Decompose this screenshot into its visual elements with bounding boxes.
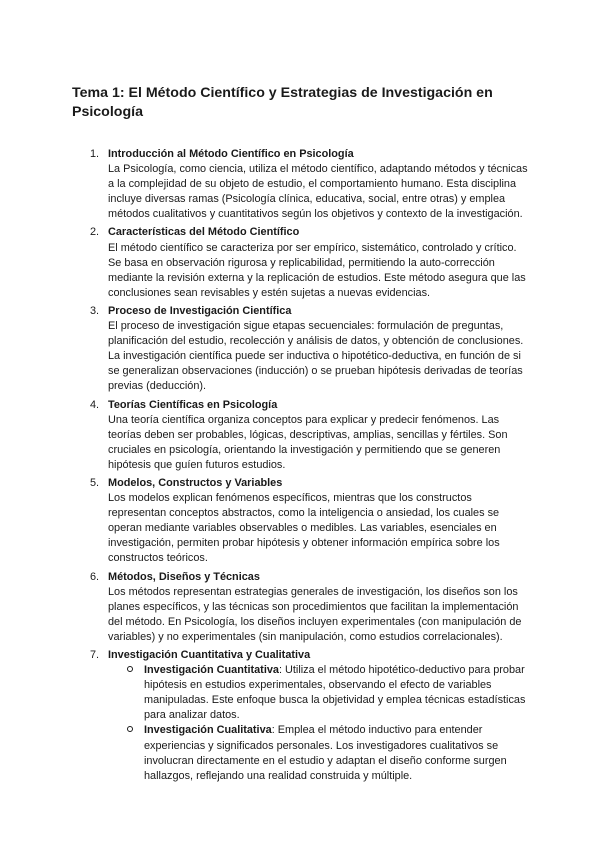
- section-body: Los métodos representan estrategias generales de investigación, los diseños son los planes específicos, y las técnicas son procedimientos que facilitan la implementación del método. En Psicología, los diseños incluyen experimentales (con manipulación de variables) y no experimentales (sin manipulación, como estudios correlacionales).: [108, 585, 522, 643]
- section-4: [72, 398, 528, 473]
- document-title: Tema 1: El Método Científico y Estrategias de Investigación en Psicología: [72, 85, 493, 120]
- subitem-quantitative: [108, 663, 528, 723]
- section-body: Una teoría científica organiza conceptos para explicar y predecir fenómenos. Las teorías deben ser probables, lógicas, descriptivas, amplias, sencillas y fértiles. Son cruciales en psicología, orientando la investigación y permitiendo que se generen hipótesis que guíen futuros estudios.: [108, 413, 508, 471]
- subitem-qualitative: [108, 723, 528, 783]
- section-title: Modelos, Constructos y Variables: [108, 476, 283, 489]
- section-title: Teorías Científicas en Psicología: [108, 398, 278, 411]
- section-title: Proceso de Investigación Científica: [108, 304, 292, 317]
- section-number: 1.: [90, 148, 100, 160]
- subitem-text: : Emplea el método inductivo para entender experiencias y significados personales. Los investigadores cualitativos se involucran directamente en el estudio y adaptan el diseño conforme surgen hallazgos, reflejando una realidad construida y múltiple.: [144, 724, 507, 782]
- section-number: 3.: [90, 304, 100, 317]
- hollow-bullet-icon: [127, 666, 133, 672]
- section-5: [72, 476, 528, 567]
- subitem-title: Investigación Cualitativa: [144, 724, 272, 737]
- section-7: [72, 648, 528, 784]
- section-title: Características del Método Científico: [108, 226, 300, 239]
- section-body: El método científico se caracteriza por ser empírico, sistemático, controlado y crítico. Se basa en observación rigurosa y replicabilidad, permitiendo la auto-corrección mediante la revisión externa y la replicación de estudios. Este método asegura que las conclusiones sean revisables y estén sujetas a nuevas evidencias.: [108, 241, 526, 299]
- section-number: 2.: [90, 226, 100, 239]
- section-1: [72, 147, 528, 222]
- section-body: El proceso de investigación sigue etapas secuenciales: formulación de preguntas, planificación del estudio, recolección y análisis de datos, y obtención de conclusiones. La investigación científica puede ser inductiva o hipotético-deductiva, en función de si se generalizan observaciones (inducción) o se prueban hipótesis derivadas de teorías previas (deducción).: [108, 320, 524, 393]
- subitem-list: [108, 663, 528, 784]
- section-body: Los modelos explican fenómenos específicos, mientras que los constructos representan conceptos abstractos, como la inteligencia o ansiedad, los cuales se operan mediante variables observables o medibles. Las variables, esenciales en investigación, permiten probar hipótesis y obtener información empírica sobre los constructos teóricos.: [108, 492, 500, 565]
- section-number: 7.: [90, 649, 100, 661]
- subitem-text: : Utiliza el método hipotético-deductivo para probar hipótesis en estudios experimentales, observando el efecto de variables manipuladas. Este enfoque busca la objetividad y emplea técnicas estadísticas para analizar datos.: [144, 664, 526, 722]
- section-number: 5.: [90, 476, 100, 489]
- section-title: Introducción al Método Científico en Psicología: [108, 148, 354, 160]
- section-title: Métodos, Diseños y Técnicas: [108, 570, 260, 583]
- section-6: [72, 570, 528, 645]
- section-body: La Psicología, como ciencia, utiliza el método científico, adaptando métodos y técnicas a la complejidad de su objeto de estudio, el comportamiento humano. Esta disciplina incluye diversas ramas (Psicología clínica, educativa, social, entre otras) y emplea métodos cualitativos y cuantitativos según los objetivos y contexto de la investigación.: [108, 163, 528, 221]
- subitem-title: Investigación Cuantitativa: [144, 664, 279, 677]
- section-number: 6.: [90, 570, 100, 583]
- document-page: [72, 84, 528, 787]
- section-number: 4.: [90, 398, 100, 411]
- section-3: [72, 304, 528, 395]
- section-2: [72, 225, 528, 300]
- hollow-bullet-icon: [127, 726, 133, 732]
- section-list: [72, 147, 528, 784]
- section-title: Investigación Cuantitativa y Cualitativa: [108, 649, 311, 661]
